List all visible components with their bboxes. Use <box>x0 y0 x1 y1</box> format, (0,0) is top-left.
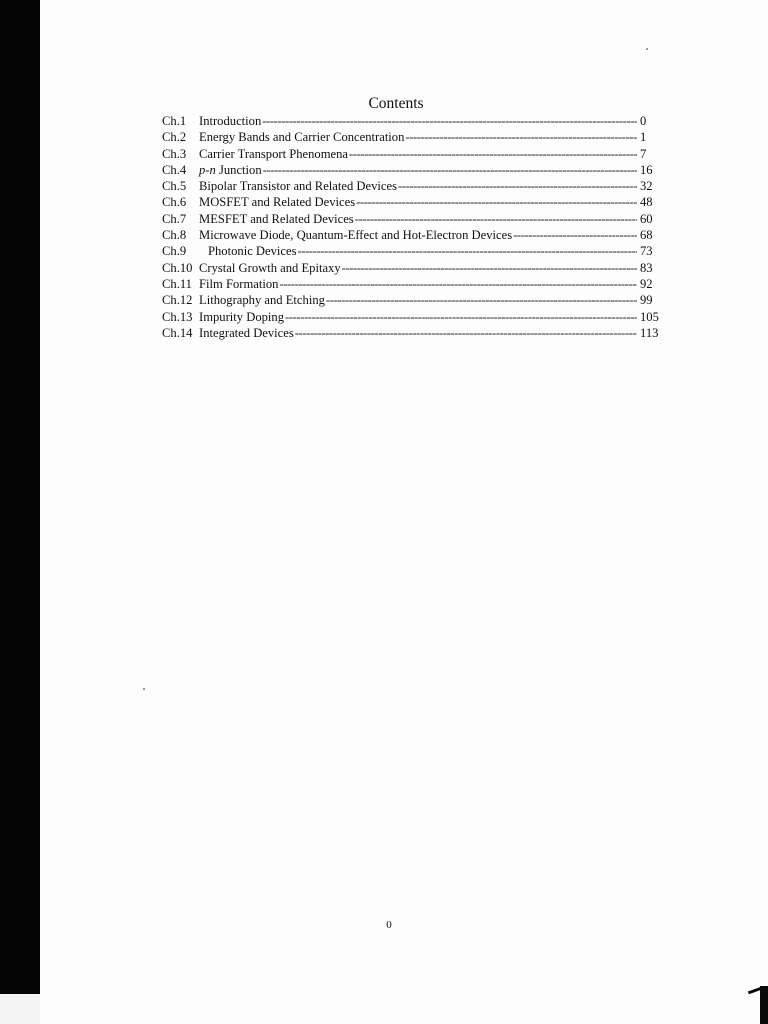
scan-corner <box>0 994 40 1024</box>
chapter-title: Impurity Doping <box>199 309 285 324</box>
scan-binding-shadow <box>0 0 40 994</box>
dot-leader <box>285 309 637 325</box>
chapter-page: 48 <box>640 195 653 210</box>
chapter-page: 99 <box>640 293 653 308</box>
dot-leader <box>262 113 637 129</box>
scan-speck <box>143 688 145 690</box>
chapter-page: 60 <box>640 211 653 226</box>
toc-entry <box>162 178 664 194</box>
chapter-number: Ch.14 <box>162 325 193 340</box>
chapter-title: Carrier Transport Phenomena <box>199 146 349 161</box>
chapter-number: Ch.3 <box>162 146 187 161</box>
chapter-title <box>199 162 263 178</box>
chapter-page: 1 <box>640 130 647 145</box>
contents-heading: Contents <box>368 95 424 112</box>
chapter-title: Lithography and Etching <box>199 293 325 308</box>
dot-leader <box>326 292 637 308</box>
dot-leader <box>349 146 637 162</box>
chapter-number: Ch.4 <box>162 162 187 177</box>
dot-leader <box>405 129 637 145</box>
dot-leader <box>513 227 637 243</box>
chapter-title: Energy Bands and Carrier Concentration <box>199 130 405 145</box>
toc-entry <box>162 129 664 145</box>
chapter-page: 16 <box>640 162 653 177</box>
chapter-page: 73 <box>640 244 653 259</box>
chapter-page: 92 <box>640 276 653 291</box>
chapter-title: Film Formation <box>199 276 279 291</box>
chapter-title-rest: Junction <box>215 162 262 177</box>
toc-entry <box>162 211 664 227</box>
chapter-page: 83 <box>640 260 653 275</box>
dot-leader <box>279 276 637 292</box>
chapter-number: Ch.11 <box>162 276 192 291</box>
toc-entry <box>162 162 664 178</box>
chapter-number: Ch.10 <box>162 260 193 275</box>
dot-leader <box>263 162 637 178</box>
dot-leader <box>298 243 638 259</box>
toc-entry <box>162 309 664 325</box>
scan-speck <box>646 48 648 50</box>
chapter-number: Ch.6 <box>162 195 187 210</box>
chapter-number: Ch.5 <box>162 179 187 194</box>
chapter-number: Ch.7 <box>162 211 187 226</box>
toc-entry <box>162 113 664 129</box>
chapter-number: Ch.13 <box>162 309 193 324</box>
chapter-title: Microwave Diode, Quantum-Effect and Hot-Electron Devices <box>199 228 513 243</box>
chapter-title-italic: p-n <box>199 162 216 177</box>
chapter-page: 0 <box>640 114 647 128</box>
chapter-title: Integrated Devices <box>199 325 294 340</box>
dot-leader <box>398 178 637 194</box>
toc-entry <box>162 146 664 162</box>
chapter-page: 68 <box>640 228 653 243</box>
dot-leader <box>342 260 637 276</box>
toc-entry <box>162 227 664 243</box>
toc-entry <box>162 194 664 210</box>
dot-leader <box>356 194 637 210</box>
chapter-number: Ch.9 <box>162 244 187 259</box>
chapter-title: Bipolar Transistor and Related Devices <box>199 179 397 194</box>
chapter-title: Photonic Devices <box>208 244 297 259</box>
chapter-number: Ch.2 <box>162 130 187 145</box>
chapter-title: Introduction <box>199 114 262 128</box>
dot-leader <box>295 325 637 341</box>
chapter-title: MOSFET and Related Devices <box>199 195 356 210</box>
toc-entry <box>162 292 664 308</box>
chapter-title: MESFET and Related Devices <box>199 211 354 226</box>
toc-entry <box>162 260 664 276</box>
toc-entry <box>162 276 664 292</box>
toc-entry <box>162 243 664 259</box>
chapter-page: 7 <box>640 146 647 161</box>
page-number: 0 <box>386 919 392 931</box>
chapter-page: 105 <box>640 309 659 324</box>
chapter-page: 32 <box>640 179 653 194</box>
toc-entry <box>162 325 664 341</box>
scan-edge-mark <box>760 986 768 1024</box>
chapter-number: Ch.8 <box>162 228 187 243</box>
chapter-title: Crystal Growth and Epitaxy <box>199 260 341 275</box>
dot-leader <box>355 211 637 227</box>
chapter-page: 113 <box>640 325 659 340</box>
chapter-number: Ch.12 <box>162 293 193 308</box>
table-of-contents <box>162 113 664 341</box>
chapter-number: Ch.1 <box>162 114 187 128</box>
